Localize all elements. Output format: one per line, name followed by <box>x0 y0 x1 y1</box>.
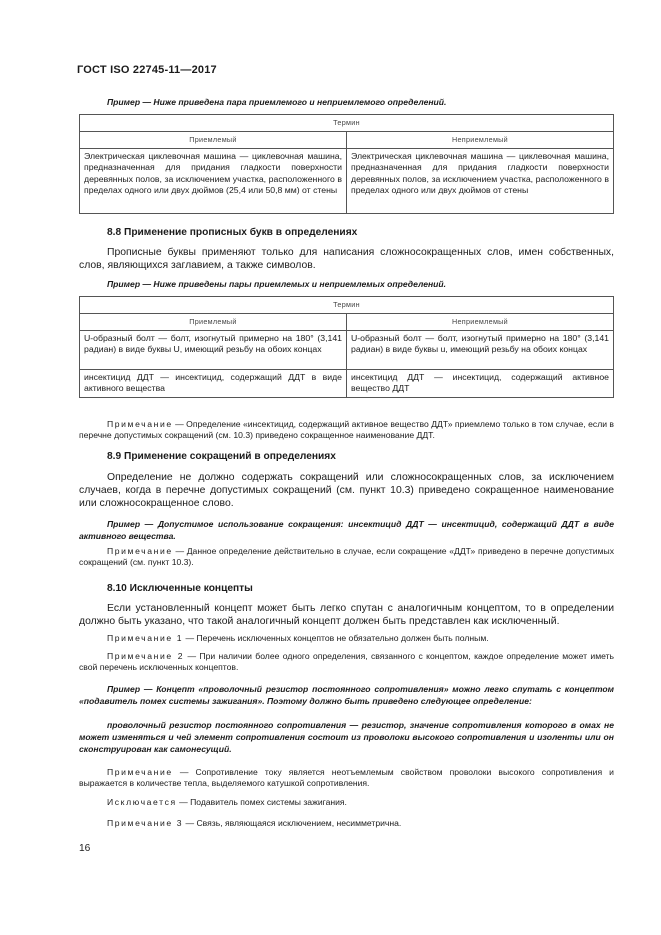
example-paragraph: Пример — Ниже приведены пары приемлемых и неприемлемых определений. <box>107 279 447 289</box>
column-header-acceptable: Приемлемый <box>80 132 347 149</box>
section-heading: 8.8 Применение прописных букв в определениях <box>107 227 358 238</box>
exclusion-label: Исключается <box>107 797 177 807</box>
table-cell: Электрическая циклевочная машина — циклевочная машина, предназначенная для придания гладкости поверхности деревянных полов, за исключением участка, расположенного в пределах одного или двух дюймов (25,4 или 50,8 мм) от стены <box>80 149 347 214</box>
table-header: Термин <box>80 115 614 132</box>
document-header: ГОСТ ISO 22745-11—2017 <box>77 64 217 76</box>
page-number: 16 <box>79 843 91 854</box>
exclusion-paragraph <box>79 797 614 808</box>
note-text: — Связь, являющаяся исключением, несимметрична. <box>183 818 402 828</box>
column-header-unacceptable: Неприемлемый <box>347 314 614 331</box>
exclusion-text: — Подавитель помех системы зажигания. <box>176 797 347 807</box>
table-header: Термин <box>80 297 614 314</box>
body-paragraph: Прописные буквы применяют только для написания сложносокращенных слов, имен собственных, слов, являющихся заглавием, а также символов. <box>79 247 614 271</box>
table-cell: инсектицид ДДТ — инсектицид, содержащий активное вещество ДДТ <box>347 370 614 398</box>
table-cell: инсектицид ДДТ — инсектицид, содержащий ДДТ в виде активного вещества <box>80 370 347 398</box>
body-paragraph: Если установленный концепт может быть легко спутан с аналогичным концептом, то в определении должно быть указано, что такой аналогичный концепт должен быть представлен как исключенный. <box>79 603 614 627</box>
note-label: Примечание <box>107 419 173 429</box>
note-paragraph <box>79 767 614 790</box>
note-label: Примечание <box>107 767 173 777</box>
example-paragraph: Пример — Ниже приведена пара приемлемого и неприемлемого определений. <box>107 97 447 107</box>
note-paragraph <box>79 419 614 442</box>
table-cell: U-образный болт — болт, изогнутый примерно на 180° (3,141 радиан) в виде буквы u, имеющий резьбу на обоих концах <box>347 331 614 370</box>
table-cell: U-образный болт — болт, изогнутый примерно на 180° (3,141 радиан) в виде буквы U, имеющий резьбу на обоих концах <box>80 331 347 370</box>
note-text: — При наличии более одного определения, связанного с концептом, каждое определение может иметь свой перечень исключенных концептов. <box>79 651 615 673</box>
note-label: Примечание 2 <box>107 651 185 661</box>
note-paragraph <box>79 818 614 829</box>
example-definition: проволочный резистор постоянного сопротивления — резистор, значение сопротивления которого в омах не может изменяться и чей элемент сопротивления состоит из проволоки высокого сопротивления и изоленты или он сконструирован как самонесущий. <box>79 720 614 754</box>
note-paragraph <box>79 651 614 674</box>
note-text: — Определение «инсектицид, содержащий активное вещество ДДТ» приемлемо только в том случае, если в перечне допустимых сокращений (см. 10.3) приведено сокращенное наименование ДДТ. <box>79 419 614 441</box>
table-cell: Электрическая циклевочная машина — циклевочная машина, предназначенная для придания гладкости поверхности деревянных полов, за исключением участка, расположенного в пределах одного или двух дюймов от стены <box>347 149 614 214</box>
note-text: — Сопротивление току является неотъемлемым свойством проволоки высокого сопротивления и выражается в количестве тепла, выделяемого катушкой сопротивления. <box>79 767 614 789</box>
note-paragraph <box>79 633 614 644</box>
note-label: Примечание <box>107 546 173 556</box>
column-header-unacceptable: Неприемлемый <box>347 132 614 149</box>
definitions-table-1 <box>79 114 614 214</box>
note-text: — Перечень исключенных концептов не обязательно должен быть полным. <box>183 633 489 643</box>
section-heading: 8.10 Исключенные концепты <box>107 583 253 594</box>
note-label: Примечание 1 <box>107 633 184 643</box>
column-header-acceptable: Приемлемый <box>80 314 347 331</box>
example-paragraph: Пример — Допустимое использование сокращения: инсектицид ДДТ — инсектицид, содержащий ДДТ в виде активного вещества. <box>79 519 614 541</box>
section-heading: 8.9 Применение сокращений в определениях <box>107 451 336 462</box>
note-paragraph <box>79 546 614 569</box>
body-paragraph: Определение не должно содержать сокращений или сложносокращенных слов, за исключением случаев, когда в перечне допустимых сокращений (см. пункт 10.3) приведено сокращенное наименование или сложносокращенное слово. <box>79 472 614 509</box>
example-paragraph: Пример — Концепт «проволочный резистор постоянного сопротивления» можно легко спутать с концептом «подавитель помех системы зажигания». Поэтому должно быть приведено следующее определение: <box>79 684 614 706</box>
note-label: Примечание 3 <box>107 818 184 828</box>
note-text: — Данное определение действительно в случае, если сокращение «ДДТ» приведено в перечне допустимых сокращений (см. пункт 10.3). <box>79 546 614 568</box>
definitions-table-2 <box>79 296 614 398</box>
